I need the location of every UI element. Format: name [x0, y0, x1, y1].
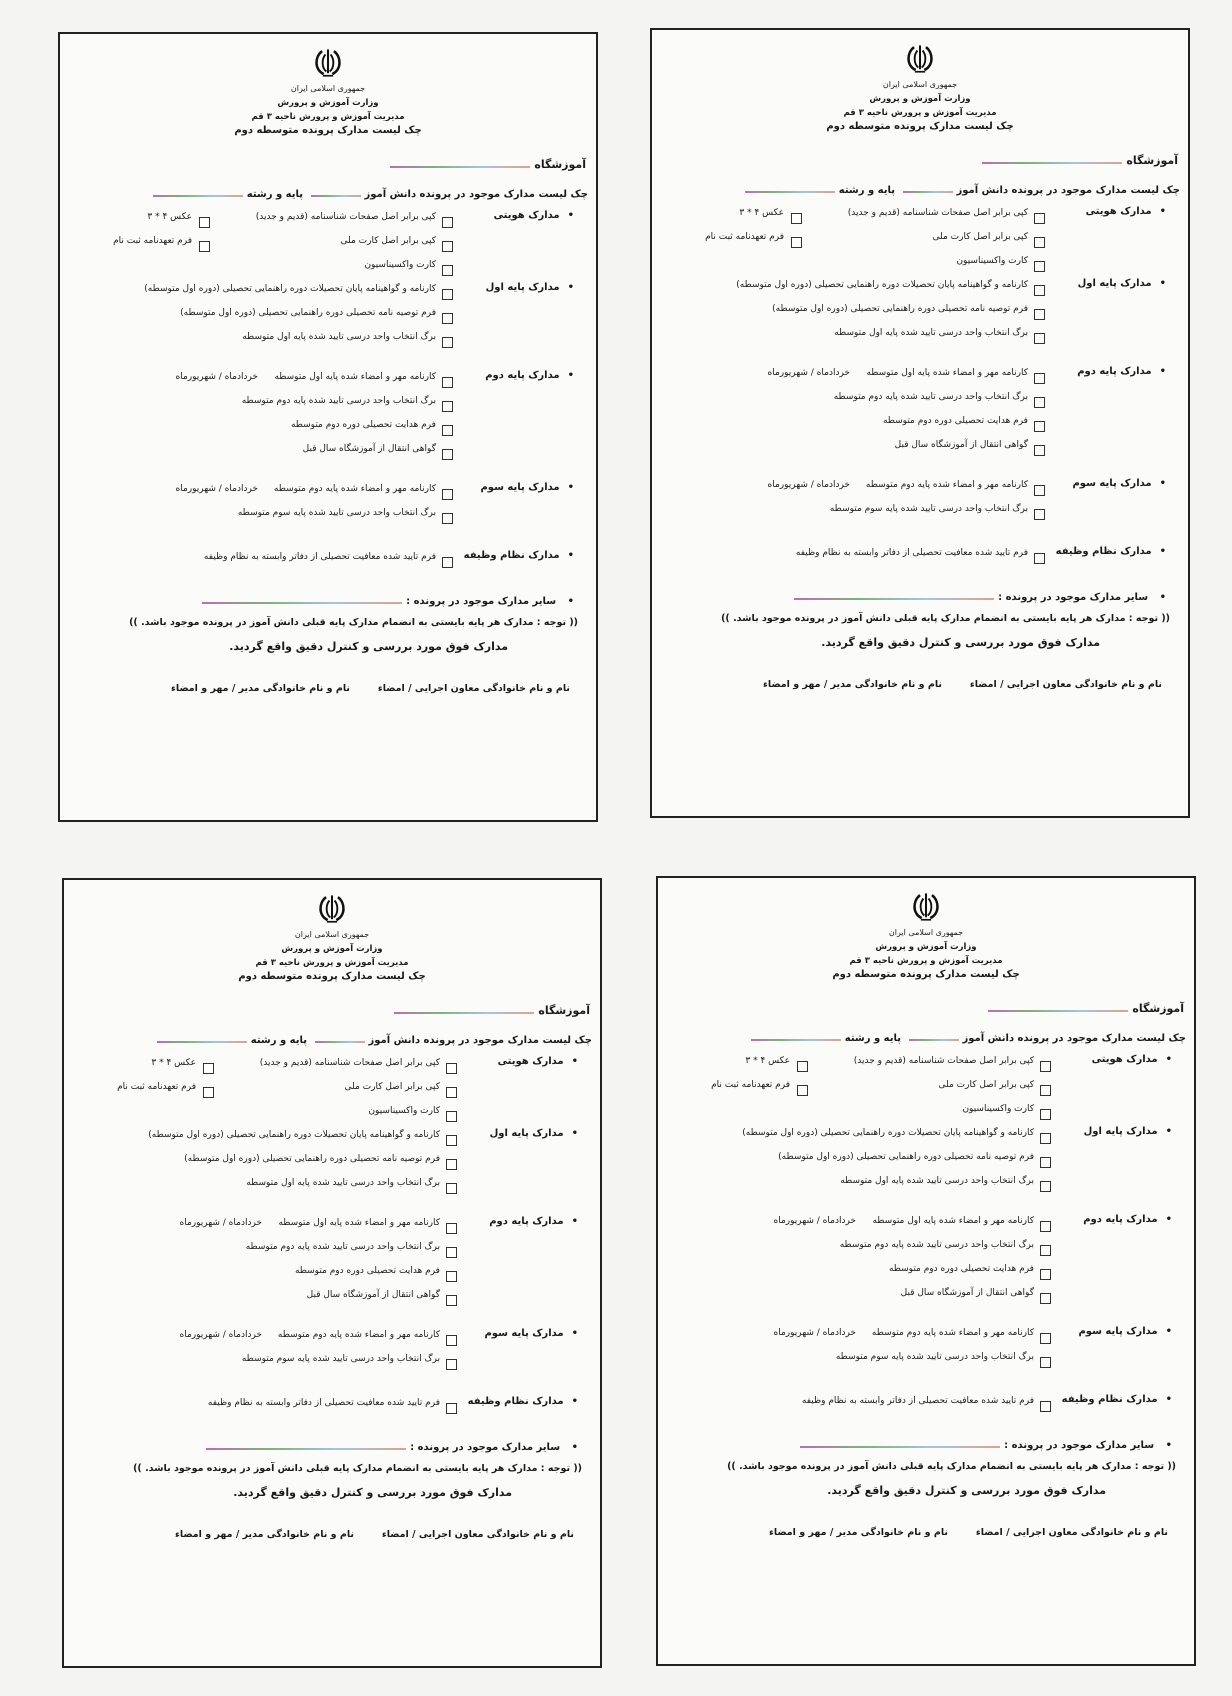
school-input-line[interactable]	[390, 166, 530, 168]
intro-line	[68, 189, 588, 200]
checkbox[interactable]	[1034, 285, 1045, 296]
checklist-row	[666, 1102, 1186, 1126]
checkbox[interactable]	[446, 1359, 457, 1370]
category-label: • مدارک پایه دوم	[1083, 1214, 1172, 1225]
form-header	[666, 890, 1186, 982]
checkbox[interactable]	[1034, 397, 1045, 408]
item-text: فرم توصیه نامه تحصیلی دوره راهنمایی تحصیلی (دوره اول متوسطه)	[180, 308, 436, 318]
student-input-line[interactable]	[315, 1041, 365, 1043]
school-input-line[interactable]	[982, 162, 1122, 164]
checkbox[interactable]	[442, 401, 453, 412]
checkbox[interactable]	[797, 1085, 808, 1096]
checkbox[interactable]	[442, 557, 453, 568]
checklist-row	[68, 394, 588, 418]
checklist-row	[660, 502, 1180, 526]
item-text: برگ انتخاب واحد درسی تایید شده پایه دوم متوسطه	[245, 1242, 440, 1252]
checkbox[interactable]	[1040, 1269, 1051, 1280]
item-text: کپی برابر اصل کارت ملی	[340, 236, 436, 246]
checklist-row	[72, 1080, 592, 1104]
item-text: برگ انتخاب واحد درسی تایید شده پایه اول متوسطه	[834, 328, 1028, 338]
category-label: • مدارک پایه سوم	[1078, 1326, 1172, 1337]
checklist-row	[660, 302, 1180, 326]
checklist-row	[660, 366, 1180, 390]
item-text: فرم هدایت تحصیلی دوره دوم متوسطه	[294, 1266, 440, 1276]
checkbox[interactable]	[1040, 1357, 1051, 1368]
checkbox[interactable]	[1040, 1181, 1051, 1192]
checkbox[interactable]	[1040, 1245, 1051, 1256]
item-text: کپی برابر اصل کارت ملی	[938, 1080, 1034, 1090]
item-text: کارت واکسیناسیون	[962, 1104, 1034, 1114]
item-text: گواهی انتقال از آموزشگاه سال قبل	[900, 1288, 1034, 1298]
checklist-sheet-bottom-right	[656, 876, 1196, 1666]
category-label: • مدارک پایه سوم	[480, 482, 574, 493]
item-text: برگ انتخاب واحد درسی تایید شده پایه اول متوسطه	[242, 332, 436, 342]
item-text: کارنامه مهر و امضاء شده پایه دوم متوسطه	[277, 1330, 440, 1340]
checkbox[interactable]	[1040, 1293, 1051, 1304]
category-label: • مدارک پایه اول	[1084, 1126, 1172, 1137]
checkbox[interactable]	[199, 241, 210, 252]
checkbox[interactable]	[446, 1247, 457, 1258]
checklist-row	[72, 1240, 592, 1264]
checklist-row	[666, 1394, 1186, 1418]
checklist-row	[72, 1288, 592, 1312]
item-text: برگ انتخاب واحد درسی تایید شده پایه دوم متوسطه	[839, 1240, 1034, 1250]
category-label: • مدارک نظام وظیفه	[1062, 1394, 1172, 1405]
other-docs	[68, 596, 588, 607]
checklist-row	[68, 330, 588, 354]
checklist-row	[660, 414, 1180, 438]
checkbox[interactable]	[442, 217, 453, 228]
checklist-row	[68, 506, 588, 530]
months-text: خردادماه / شهریورماه	[175, 484, 258, 494]
category-label: • مدارک پایه سوم	[1072, 478, 1166, 489]
item-text: برگ انتخاب واحد درسی تایید شده پایه دوم متوسطه	[833, 392, 1028, 402]
principal-signature: نام و نام خانوادگی مدیر / مهر و امضاء	[171, 683, 350, 694]
checklist-row	[72, 1216, 592, 1240]
months-text: خردادماه / شهریورماه	[773, 1328, 856, 1338]
checklist-row	[660, 278, 1180, 302]
district-name: مدیریت آموزش و پرورش ناحیه ۳ قم	[255, 958, 409, 968]
checklist-row	[660, 326, 1180, 350]
form-content	[666, 884, 1186, 1658]
months-text: خردادماه / شهریورماه	[767, 480, 850, 490]
item-text: کارت واکسیناسیون	[956, 256, 1028, 266]
school-input-line[interactable]	[988, 1010, 1128, 1012]
form-header	[68, 46, 588, 138]
note: (( توجه : مدارک هر پایه بایستی به انضمام مدارک پایه قبلی دانش آموز در پرونده موجود باشد. ))	[129, 617, 578, 628]
item-text: کارنامه و گواهینامه پایان تحصیلات دوره راهنمایی تحصیلی (دوره اول متوسطه)	[144, 284, 436, 294]
category-label: • مدارک پایه سوم	[484, 1328, 578, 1339]
school-label: آموزشگاه	[1126, 154, 1178, 167]
deputy-signature: نام و نام خانوادگی معاون اجرایی / امضاء	[381, 1529, 574, 1540]
category-label: • مدارک پایه دوم	[489, 1216, 578, 1227]
category-label: • مدارک نظام وظیفه	[1056, 546, 1166, 557]
checklist-sheet-top-right	[650, 28, 1190, 818]
checklist-row	[660, 390, 1180, 414]
item-text: فرم تعهدنامه ثبت نام	[113, 236, 192, 246]
school-label: آموزشگاه	[538, 1004, 590, 1017]
checklist-sheet-bottom-left	[62, 878, 602, 1668]
checkbox[interactable]	[446, 1403, 457, 1414]
country-name: جمهوری اسلامی ایران	[888, 928, 964, 937]
category-label: • مدارک پایه دوم	[1077, 366, 1166, 377]
form-header	[660, 42, 1180, 134]
category-label: • مدارک هویتی	[494, 210, 574, 221]
item-text: کارنامه و گواهینامه پایان تحصیلات دوره راهنمایی تحصیلی (دوره اول متوسطه)	[742, 1128, 1034, 1138]
checklist-row	[72, 1352, 592, 1376]
intro-text: چک لیست مدارک موجود در پرونده دانش آموز	[956, 185, 1180, 196]
principal-signature: نام و نام خانوادگی مدیر / مهر و امضاء	[175, 1529, 354, 1540]
other-docs-input-line[interactable]	[206, 1448, 406, 1450]
iran-emblem-icon	[909, 890, 943, 924]
months-text: خردادماه / شهریورماه	[175, 372, 258, 382]
checkbox[interactable]	[442, 449, 453, 460]
checklist-row	[68, 370, 588, 394]
country-name: جمهوری اسلامی ایران	[882, 80, 958, 89]
country-name: جمهوری اسلامی ایران	[294, 930, 370, 939]
district-name: مدیریت آموزش و پرورش ناحیه ۳ قم	[843, 108, 997, 118]
checklist-row	[660, 230, 1180, 254]
category-label: • مدارک پایه اول	[486, 282, 574, 293]
checklist-row	[68, 442, 588, 466]
checkbox[interactable]	[442, 265, 453, 276]
checklist-row	[666, 1054, 1186, 1078]
checkbox[interactable]	[1040, 1109, 1051, 1120]
item-text: فرم تعهدنامه ثبت نام	[711, 1080, 790, 1090]
student-input-line[interactable]	[311, 195, 361, 197]
other-docs-label: سایر مدارک موجود در پرونده :	[998, 592, 1149, 603]
checkbox[interactable]	[442, 489, 453, 500]
checkbox[interactable]	[1040, 1061, 1051, 1072]
signatures	[72, 1529, 592, 1545]
months-text: خردادماه / شهریورماه	[179, 1330, 262, 1340]
category-label: • مدارک پایه دوم	[485, 370, 574, 381]
item-text: برگ انتخاب واحد درسی تایید شده پایه اول متوسطه	[840, 1176, 1034, 1186]
checkbox[interactable]	[1040, 1085, 1051, 1096]
district-name: مدیریت آموزش و پرورش ناحیه ۳ قم	[251, 112, 405, 122]
item-text: عکس ۴ * ۳	[147, 212, 192, 222]
checkbox[interactable]	[1034, 237, 1045, 248]
checklist-row	[660, 546, 1180, 570]
checkbox[interactable]	[1034, 421, 1045, 432]
grade-label: پایه و رشته	[844, 1033, 902, 1044]
other-docs-input-line[interactable]	[202, 602, 402, 604]
item-text: کپی برابر اصل صفحات شناسنامه (قدیم و جدید)	[255, 212, 436, 222]
checklist-row	[68, 306, 588, 330]
other-docs-label: سایر مدارک موجود در پرونده :	[410, 1442, 561, 1453]
checklist-row	[72, 1176, 592, 1200]
item-text: کارنامه مهر و امضاء شده پایه اول متوسطه	[274, 372, 436, 382]
checkbox[interactable]	[446, 1183, 457, 1194]
item-text: برگ انتخاب واحد درسی تایید شده پایه سوم متوسطه	[835, 1352, 1034, 1362]
checkbox[interactable]	[1034, 509, 1045, 520]
other-docs-input-line[interactable]	[800, 1446, 1000, 1448]
form-content	[72, 886, 592, 1660]
category-label: • مدارک هویتی	[1086, 206, 1166, 217]
checkbox[interactable]	[1034, 213, 1045, 224]
verification-statement: مدارک فوق مورد بررسی و کنترل دقیق واقع گردید.	[827, 1484, 1106, 1497]
intro-text: چک لیست مدارک موجود در پرونده دانش آموز	[364, 189, 588, 200]
checklist-row	[666, 1150, 1186, 1174]
ministry-name: وزارت آموزش و پرورش	[875, 942, 977, 952]
checkbox[interactable]	[1040, 1157, 1051, 1168]
item-text: کارنامه مهر و امضاء شده پایه دوم متوسطه	[871, 1328, 1034, 1338]
checkbox[interactable]	[1040, 1401, 1051, 1412]
checklist-row	[666, 1326, 1186, 1350]
grade-label: پایه و رشته	[246, 189, 304, 200]
item-text: عکس ۴ * ۳	[745, 1056, 790, 1066]
form-title: چک لیست مدارک پرونده متوسطه دوم	[238, 971, 426, 982]
form-title: چک لیست مدارک پرونده متوسطه دوم	[234, 125, 422, 136]
item-text: برگ انتخاب واحد درسی تایید شده پایه اول متوسطه	[246, 1178, 440, 1188]
school-field	[660, 154, 1180, 167]
item-text: برگ انتخاب واحد درسی تایید شده پایه سوم متوسطه	[829, 504, 1028, 514]
grade-input-line[interactable]	[157, 1041, 247, 1043]
item-text: فرم هدایت تحصیلی دوره دوم متوسطه	[290, 420, 436, 430]
checkbox[interactable]	[1034, 373, 1045, 384]
item-text: فرم تایید شده معافیت تحصیلی از دفاتر وابسته به نظام وظیفه	[207, 1398, 440, 1408]
category-label: • مدارک هویتی	[1092, 1054, 1172, 1065]
intro-line	[660, 185, 1180, 196]
iran-emblem-icon	[311, 46, 345, 80]
checklist-row	[72, 1396, 592, 1420]
item-text: فرم هدایت تحصیلی دوره دوم متوسطه	[888, 1264, 1034, 1274]
item-text: کارنامه و گواهینامه پایان تحصیلات دوره راهنمایی تحصیلی (دوره اول متوسطه)	[148, 1130, 440, 1140]
checklist-row	[72, 1128, 592, 1152]
item-text: گواهی انتقال از آموزشگاه سال قبل	[306, 1290, 440, 1300]
note: (( توجه : مدارک هر پایه بایستی به انضمام مدارک پایه قبلی دانش آموز در پرونده موجود باشد. ))	[721, 613, 1170, 624]
checkbox[interactable]	[442, 425, 453, 436]
category-label: • مدارک نظام وظیفه	[464, 550, 574, 561]
item-text: فرم تعهدنامه ثبت نام	[117, 1082, 196, 1092]
months-text: خردادماه / شهریورماه	[179, 1218, 262, 1228]
checklist-row	[68, 234, 588, 258]
checkbox[interactable]	[797, 1061, 808, 1072]
item-text: عکس ۴ * ۳	[151, 1058, 196, 1068]
checklist-row	[68, 550, 588, 574]
other-docs	[660, 592, 1180, 603]
signatures	[68, 683, 588, 699]
form-content	[660, 36, 1180, 810]
checkbox[interactable]	[203, 1063, 214, 1074]
signatures	[666, 1527, 1186, 1543]
form-title: چک لیست مدارک پرونده متوسطه دوم	[826, 121, 1014, 132]
item-text: فرم توصیه نامه تحصیلی دوره راهنمایی تحصیلی (دوره اول متوسطه)	[184, 1154, 440, 1164]
form-title: چک لیست مدارک پرونده متوسطه دوم	[832, 969, 1020, 980]
principal-signature: نام و نام خانوادگی مدیر / مهر و امضاء	[769, 1527, 948, 1538]
checkbox[interactable]	[442, 289, 453, 300]
checkbox[interactable]	[1040, 1221, 1051, 1232]
checklist-row	[666, 1262, 1186, 1286]
district-name: مدیریت آموزش و پرورش ناحیه ۳ قم	[849, 956, 1003, 966]
item-text: فرم تایید شده معافیت تحصیلی از دفاتر وابسته به نظام وظیفه	[203, 552, 436, 562]
checklist-row	[68, 418, 588, 442]
item-text: کارنامه و گواهینامه پایان تحصیلات دوره راهنمایی تحصیلی (دوره اول متوسطه)	[736, 280, 1028, 290]
item-text: عکس ۴ * ۳	[739, 208, 784, 218]
checkbox[interactable]	[442, 377, 453, 388]
checkbox[interactable]	[1034, 261, 1045, 272]
item-text: فرم توصیه نامه تحصیلی دوره راهنمایی تحصیلی (دوره اول متوسطه)	[778, 1152, 1034, 1162]
ministry-name: وزارت آموزش و پرورش	[869, 94, 971, 104]
checklist-row	[666, 1286, 1186, 1310]
checkbox[interactable]	[446, 1063, 457, 1074]
checklist-row	[72, 1104, 592, 1128]
school-input-line[interactable]	[394, 1012, 534, 1014]
item-text: کارت واکسیناسیون	[368, 1106, 440, 1116]
months-text: خردادماه / شهریورماه	[767, 368, 850, 378]
checkbox[interactable]	[1034, 485, 1045, 496]
other-docs	[666, 1440, 1186, 1451]
grade-input-line[interactable]	[745, 191, 835, 193]
checkbox[interactable]	[1034, 333, 1045, 344]
checkbox[interactable]	[446, 1159, 457, 1170]
school-label: آموزشگاه	[534, 158, 586, 171]
checklist-row	[666, 1126, 1186, 1150]
school-field	[72, 1004, 592, 1017]
intro-text: چک لیست مدارک موجود در پرونده دانش آموز	[368, 1035, 592, 1046]
grade-label: پایه و رشته	[838, 185, 896, 196]
checklist-row	[72, 1056, 592, 1080]
intro-line	[72, 1035, 592, 1046]
note: (( توجه : مدارک هر پایه بایستی به انضمام مدارک پایه قبلی دانش آموز در پرونده موجود باشد. ))	[727, 1461, 1176, 1472]
school-field	[666, 1002, 1186, 1015]
checkbox[interactable]	[1040, 1333, 1051, 1344]
item-text: کارنامه مهر و امضاء شده پایه اول متوسطه	[866, 368, 1028, 378]
item-text: گواهی انتقال از آموزشگاه سال قبل	[894, 440, 1028, 450]
checkbox[interactable]	[442, 513, 453, 524]
checkbox[interactable]	[442, 313, 453, 324]
student-input-line[interactable]	[903, 191, 953, 193]
item-text: برگ انتخاب واحد درسی تایید شده پایه سوم متوسطه	[241, 1354, 440, 1364]
checkbox[interactable]	[442, 241, 453, 252]
checklist-row	[68, 482, 588, 506]
grade-input-line[interactable]	[751, 1039, 841, 1041]
principal-signature: نام و نام خانوادگی مدیر / مهر و امضاء	[763, 679, 942, 690]
checkbox[interactable]	[446, 1335, 457, 1346]
ministry-name: وزارت آموزش و پرورش	[277, 98, 379, 108]
student-input-line[interactable]	[909, 1039, 959, 1041]
checklist-row	[68, 210, 588, 234]
item-text: کپی برابر اصل صفحات شناسنامه (قدیم و جدید)	[853, 1056, 1034, 1066]
item-text: کارت واکسیناسیون	[364, 260, 436, 270]
country-name: جمهوری اسلامی ایران	[290, 84, 366, 93]
item-text: فرم تعهدنامه ثبت نام	[705, 232, 784, 242]
checkbox[interactable]	[1034, 445, 1045, 456]
checkbox[interactable]	[1034, 309, 1045, 320]
ministry-name: وزارت آموزش و پرورش	[281, 944, 383, 954]
category-label: • مدارک نظام وظیفه	[468, 1396, 578, 1407]
school-field	[68, 158, 588, 171]
checklist-row	[666, 1350, 1186, 1374]
checkbox[interactable]	[446, 1295, 457, 1306]
item-text: کپی برابر اصل کارت ملی	[344, 1082, 440, 1092]
checkbox[interactable]	[446, 1223, 457, 1234]
grade-input-line[interactable]	[153, 195, 243, 197]
checklist-row	[660, 206, 1180, 230]
checklist-row	[666, 1238, 1186, 1262]
other-docs	[72, 1442, 592, 1453]
checkbox[interactable]	[446, 1271, 457, 1282]
months-text: خردادماه / شهریورماه	[773, 1216, 856, 1226]
signatures	[660, 679, 1180, 695]
form-header	[72, 892, 592, 984]
verification-statement: مدارک فوق مورد بررسی و کنترل دقیق واقع گردید.	[233, 1486, 512, 1499]
checklist-row	[660, 438, 1180, 462]
note: (( توجه : مدارک هر پایه بایستی به انضمام مدارک پایه قبلی دانش آموز در پرونده موجود باشد. ))	[133, 1463, 582, 1474]
school-label: آموزشگاه	[1132, 1002, 1184, 1015]
checklist-row	[660, 478, 1180, 502]
item-text: کپی برابر اصل کارت ملی	[932, 232, 1028, 242]
checklist-row	[660, 254, 1180, 278]
item-text: برگ انتخاب واحد درسی تایید شده پایه دوم متوسطه	[241, 396, 436, 406]
item-text: گواهی انتقال از آموزشگاه سال قبل	[302, 444, 436, 454]
item-text: فرم تایید شده معافیت تحصیلی از دفاتر وابسته به نظام وظیفه	[801, 1396, 1034, 1406]
checklist-row	[72, 1328, 592, 1352]
other-docs-label: سایر مدارک موجود در پرونده :	[1004, 1440, 1155, 1451]
category-label: • مدارک هویتی	[498, 1056, 578, 1067]
checkbox[interactable]	[1040, 1133, 1051, 1144]
checklist-row	[666, 1174, 1186, 1198]
deputy-signature: نام و نام خانوادگی معاون اجرایی / امضاء	[975, 1527, 1168, 1538]
item-text: کارنامه مهر و امضاء شده پایه دوم متوسطه	[273, 484, 436, 494]
deputy-signature: نام و نام خانوادگی معاون اجرایی / امضاء	[377, 683, 570, 694]
checklist-sheet-top-left	[58, 32, 598, 822]
checkbox[interactable]	[1034, 553, 1045, 564]
deputy-signature: نام و نام خانوادگی معاون اجرایی / امضاء	[969, 679, 1162, 690]
checkbox[interactable]	[446, 1087, 457, 1098]
other-docs-label: سایر مدارک موجود در پرونده :	[406, 596, 557, 607]
iran-emblem-icon	[315, 892, 349, 926]
verification-statement: مدارک فوق مورد بررسی و کنترل دقیق واقع گردید.	[229, 640, 508, 653]
item-text: فرم توصیه نامه تحصیلی دوره راهنمایی تحصیلی (دوره اول متوسطه)	[772, 304, 1028, 314]
item-text: کپی برابر اصل صفحات شناسنامه (قدیم و جدید)	[847, 208, 1028, 218]
other-docs-input-line[interactable]	[794, 598, 994, 600]
item-text: کارنامه مهر و امضاء شده پایه دوم متوسطه	[865, 480, 1028, 490]
checkbox[interactable]	[446, 1111, 457, 1122]
category-label: • مدارک پایه اول	[490, 1128, 578, 1139]
checklist-row	[72, 1152, 592, 1176]
checkbox[interactable]	[791, 213, 802, 224]
checklist-row	[666, 1214, 1186, 1238]
item-text: کارنامه مهر و امضاء شده پایه اول متوسطه	[872, 1216, 1034, 1226]
checklist-row	[666, 1078, 1186, 1102]
checkbox[interactable]	[199, 217, 210, 228]
checkbox[interactable]	[791, 237, 802, 248]
item-text: کپی برابر اصل صفحات شناسنامه (قدیم و جدید)	[259, 1058, 440, 1068]
form-content	[68, 40, 588, 814]
checkbox[interactable]	[203, 1087, 214, 1098]
item-text: فرم تایید شده معافیت تحصیلی از دفاتر وابسته به نظام وظیفه	[795, 548, 1028, 558]
intro-line	[666, 1033, 1186, 1044]
checklist-row	[68, 258, 588, 282]
checkbox[interactable]	[442, 337, 453, 348]
item-text: برگ انتخاب واحد درسی تایید شده پایه سوم متوسطه	[237, 508, 436, 518]
checklist-row	[72, 1264, 592, 1288]
checklist-row	[68, 282, 588, 306]
intro-text: چک لیست مدارک موجود در پرونده دانش آموز	[962, 1033, 1186, 1044]
grade-label: پایه و رشته	[250, 1035, 308, 1046]
item-text: کارنامه مهر و امضاء شده پایه اول متوسطه	[278, 1218, 440, 1228]
verification-statement: مدارک فوق مورد بررسی و کنترل دقیق واقع گردید.	[821, 636, 1100, 649]
category-label: • مدارک پایه اول	[1078, 278, 1166, 289]
item-text: فرم هدایت تحصیلی دوره دوم متوسطه	[882, 416, 1028, 426]
checkbox[interactable]	[446, 1135, 457, 1146]
iran-emblem-icon	[903, 42, 937, 76]
